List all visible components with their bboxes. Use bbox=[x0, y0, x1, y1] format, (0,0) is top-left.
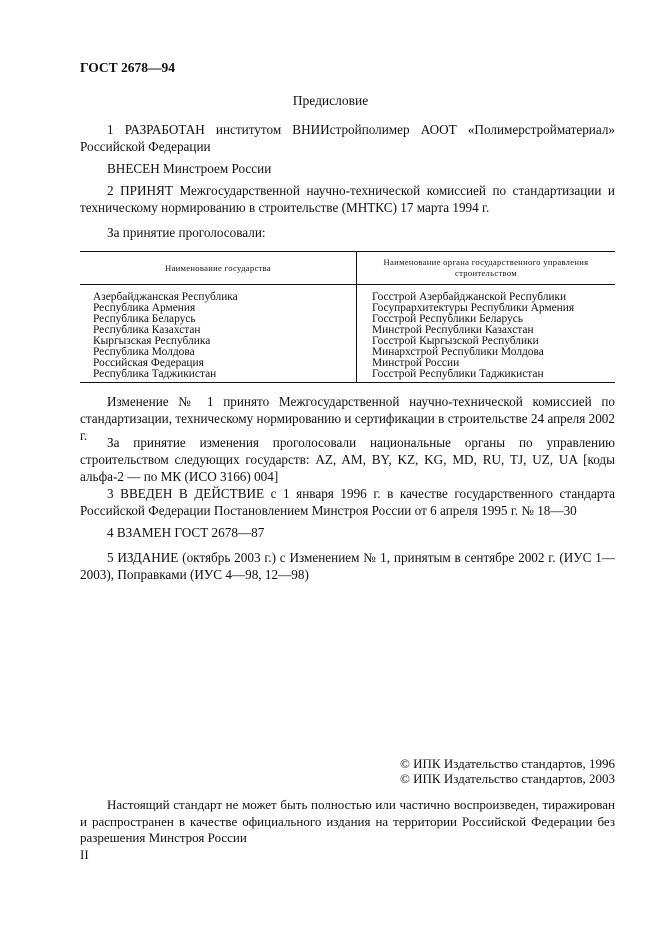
paragraph-developed-by: 1 РАЗРАБОТАН институтом ВНИИстройполимер АООТ «Полимерстройматериал» Российской Федерации bbox=[80, 122, 615, 154]
copyright-block bbox=[400, 757, 615, 785]
voting-states-table bbox=[80, 251, 615, 383]
paragraph-voted: За принятие проголосовали: bbox=[107, 225, 266, 240]
table-header-row bbox=[80, 252, 615, 285]
table-cell-state: Республика Беларусь bbox=[80, 314, 357, 325]
table-cell-authority: Госстрой Республики Беларусь bbox=[372, 313, 523, 325]
copyright-line-1996: © ИПК Издательство стандартов, 1996 bbox=[400, 756, 615, 771]
table-cell-state: Кыргызская Республика bbox=[80, 336, 357, 347]
table-cell-state: Республика Молдова bbox=[80, 347, 357, 358]
table-cell-authority: Госстрой Кыргызской Республики bbox=[372, 335, 539, 347]
table-cell-authority: Госупрархитектуры Республики Армения bbox=[372, 302, 575, 314]
table-row bbox=[80, 369, 615, 383]
paragraph-replaces: 4 ВЗАМЕН ГОСТ 2678—87 bbox=[107, 525, 265, 540]
paragraph-adopted-by: 2 ПРИНЯТ Межгосударственной научно-технической комиссией по стандартизации и техническому нормированию в строительстве (МНТКС) 17 марта 1994 г. bbox=[80, 183, 615, 215]
table-row bbox=[80, 285, 615, 304]
table-cell-authority: Минархстрой Республики Молдова bbox=[372, 346, 544, 358]
table-cell-authority: Минстрой Республики Казахстан bbox=[372, 324, 534, 336]
table-cell-state: Российская Федерация bbox=[80, 358, 357, 369]
document-header: ГОСТ 2678—94 bbox=[80, 60, 176, 75]
column-header-authority: Наименование органа государственного управления строительством bbox=[357, 252, 616, 285]
paragraph-introduced-by: ВНЕСЕН Минстроем России bbox=[107, 161, 272, 176]
table-cell-authority: Госстрой Республики Таджикистан bbox=[357, 369, 616, 383]
table-cell-authority: Госстрой Азербайджанской Республики bbox=[372, 291, 567, 303]
paragraph-amendment: Изменение № 1 принято Межгосударственной научно-технической комиссией по стандартизации, техническому нормированию и сертификации в строительстве 24 апреля 2002 г. bbox=[80, 394, 615, 443]
table-cell-authority: Минстрой России bbox=[372, 357, 460, 369]
paragraph-edition: 5 ИЗДАНИЕ (октябрь 2003 г.) с Изменением № 1, принятым в сентябре 2002 г. (ИУС 1—2003), Поправками (ИУС 4—98, 12—98) bbox=[80, 550, 615, 582]
page-number: II bbox=[80, 847, 89, 862]
copyright-line-2003: © ИПК Издательство стандартов, 2003 bbox=[400, 771, 615, 786]
table-cell-state: Республика Казахстан bbox=[80, 325, 357, 336]
paragraph-amendment-votes: За принятие изменения проголосовали национальные органы по управлению строительством следующих государств: AZ, AM, BY, KZ, KG, MD, RU, TJ, UZ, UA [коды альфа-2 — по МК (ИСО 3166) 004] bbox=[80, 435, 615, 484]
section-title: Предисловие bbox=[292, 93, 369, 108]
table-cell-state: Республика Таджикистан bbox=[80, 369, 357, 383]
paragraph-effective: 3 ВВЕДЕН В ДЕЙСТВИЕ с 1 января 1996 г. в качестве государственного стандарта Российской Федерации Постановлением Минстроя России от 6 апреля 1995 г. № 18—30 bbox=[80, 486, 615, 518]
column-header-state: Наименование государства bbox=[80, 252, 357, 285]
table-cell-state: Республика Армения bbox=[80, 303, 357, 314]
reproduction-notice: Настоящий стандарт не может быть полностью или частично воспроизведен, тиражирован и распространен в качестве официального издания на территории Российской Федерации без разрешения Минстроя России bbox=[80, 797, 615, 845]
table-cell-state: Азербайджанская Республика bbox=[80, 285, 357, 304]
